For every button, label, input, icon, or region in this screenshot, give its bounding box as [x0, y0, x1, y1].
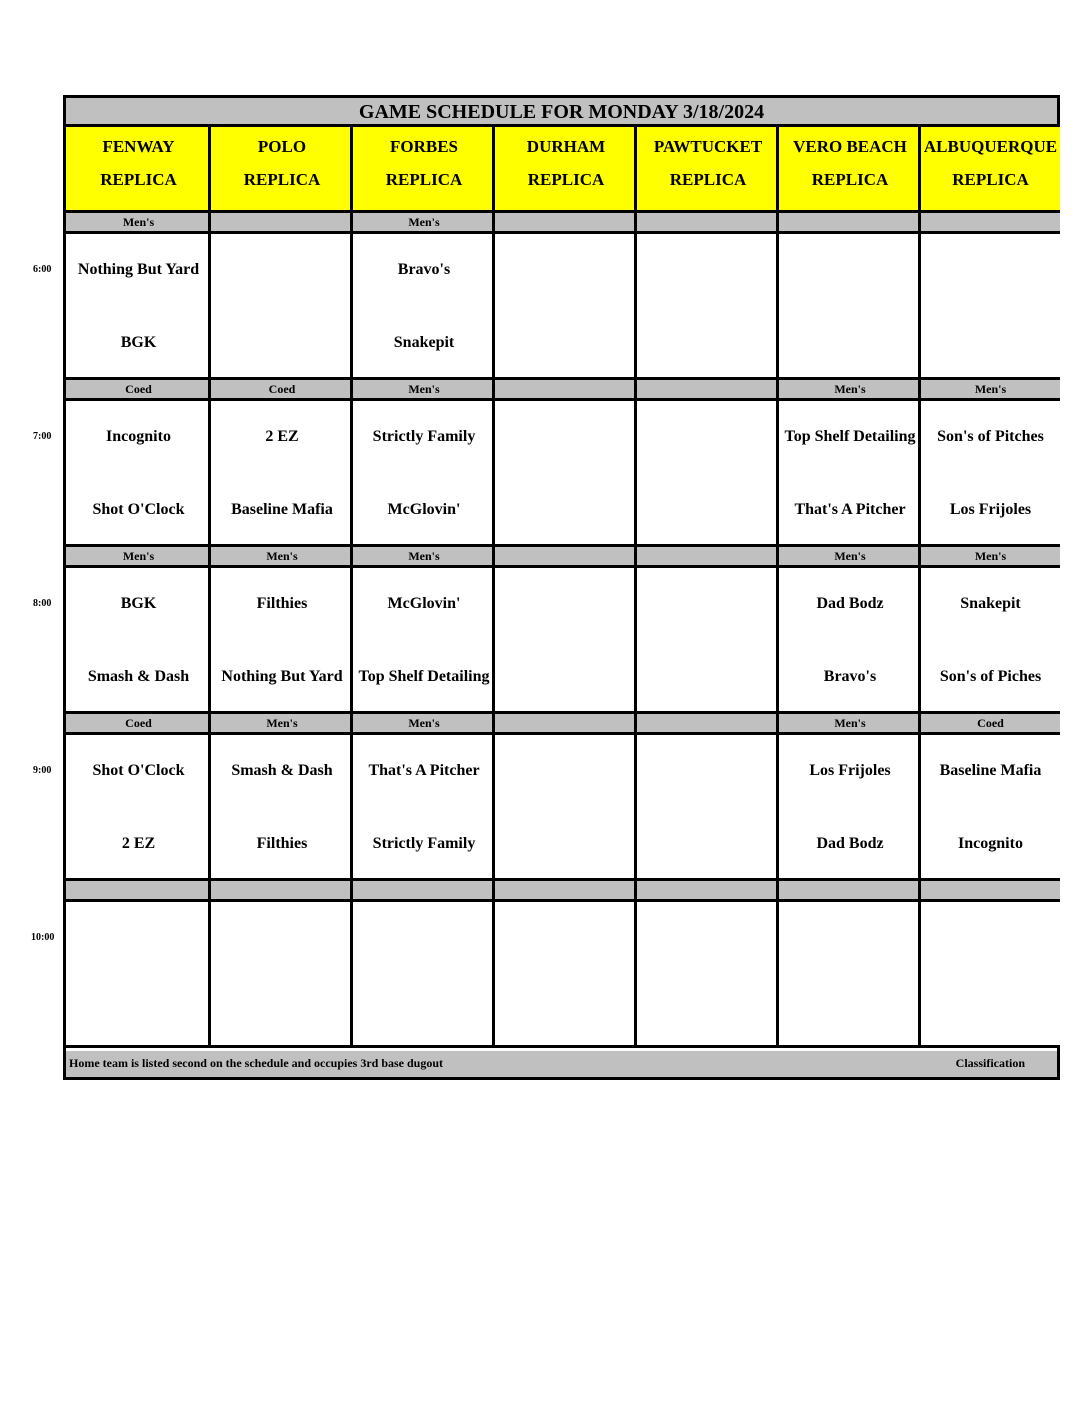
game-cell — [208, 902, 353, 1048]
visiting-team: Dad Bodz — [816, 594, 884, 612]
classification-cell: Men's — [208, 547, 353, 568]
game-cell — [634, 735, 779, 881]
classification-cell — [918, 881, 1060, 902]
game-cell — [66, 234, 211, 380]
classification-cell — [66, 881, 211, 902]
home-team: Top Shelf Detailing — [358, 667, 490, 685]
home-team — [495, 654, 637, 698]
schedule-title: GAME SCHEDULE FOR MONDAY 3/18/2024 — [66, 98, 1057, 127]
home-team: Son's of Piches — [939, 667, 1042, 685]
classification-cell — [634, 881, 779, 902]
game-cell — [208, 234, 353, 380]
game-cell — [350, 902, 495, 1048]
visiting-team — [921, 915, 1060, 959]
visiting-team: Los Frijoles — [809, 761, 891, 779]
visiting-team — [211, 915, 353, 959]
home-team — [211, 320, 353, 364]
classification-cell — [776, 881, 921, 902]
home-team: That's A Pitcher — [794, 500, 906, 518]
time-slot-label: 6:00 — [33, 264, 52, 275]
game-cell — [492, 735, 637, 881]
home-team — [637, 320, 779, 364]
field-header — [918, 127, 1060, 213]
field-type: REPLICA — [669, 170, 747, 189]
classification-cell — [634, 547, 779, 568]
classification-cell: Men's — [208, 714, 353, 735]
visiting-team: Baseline Mafia — [939, 761, 1042, 779]
visiting-team — [637, 247, 779, 291]
field-header — [66, 127, 211, 213]
home-team — [495, 988, 637, 1032]
visiting-team: BGK — [120, 594, 157, 612]
visiting-team: Top Shelf Detailing — [784, 427, 916, 445]
home-team — [637, 487, 779, 531]
visiting-team: Nothing But Yard — [77, 260, 200, 278]
home-team — [495, 821, 637, 865]
home-team: BGK — [120, 333, 157, 351]
visiting-team — [495, 748, 637, 792]
game-cell — [350, 234, 495, 380]
game-cell — [66, 568, 211, 714]
visiting-team: Snakepit — [960, 594, 1021, 612]
home-team — [779, 988, 921, 1032]
classification-cell — [492, 380, 637, 401]
visiting-team: 2 EZ — [265, 427, 299, 445]
classification-cell: Coed — [66, 714, 211, 735]
classification-cell: Men's — [350, 547, 495, 568]
home-team: Strictly Family — [372, 834, 476, 852]
visiting-team — [921, 247, 1060, 291]
game-cell — [776, 735, 921, 881]
home-team — [211, 988, 353, 1032]
home-team: Smash & Dash — [87, 667, 190, 685]
field-name: POLO — [257, 137, 307, 156]
home-team: Baseline Mafia — [231, 500, 333, 518]
home-team: Incognito — [958, 834, 1023, 852]
visiting-team: Smash & Dash — [231, 761, 333, 779]
classification-cell — [492, 881, 637, 902]
field-name: PAWTUCKET — [653, 137, 763, 156]
game-cell — [776, 234, 921, 380]
game-cell — [918, 735, 1060, 881]
visiting-team — [495, 247, 637, 291]
game-cell — [492, 234, 637, 380]
visiting-team — [495, 414, 637, 458]
game-cell — [208, 401, 353, 547]
classification-cell: Men's — [918, 547, 1060, 568]
visiting-team: Strictly Family — [372, 427, 476, 445]
visiting-team: Bravo's — [397, 260, 451, 278]
home-team: Los Frijoles — [949, 500, 1032, 518]
field-name: DURHAM — [526, 137, 606, 156]
classification-cell: Men's — [350, 213, 495, 234]
field-name: ALBUQUERQUE — [923, 137, 1058, 156]
visiting-team — [637, 748, 779, 792]
field-header — [350, 127, 495, 213]
visiting-team — [211, 247, 353, 291]
game-cell — [776, 568, 921, 714]
classification-cell: Men's — [350, 380, 495, 401]
classification-cell — [918, 213, 1060, 234]
home-team — [495, 487, 637, 531]
field-header — [492, 127, 637, 213]
game-cell — [776, 401, 921, 547]
game-cell — [918, 401, 1060, 547]
classification-cell — [634, 714, 779, 735]
classification-cell — [208, 881, 353, 902]
game-cell — [634, 902, 779, 1048]
field-type: REPLICA — [385, 170, 463, 189]
home-team: Dad Bodz — [816, 834, 884, 852]
visiting-team — [495, 581, 637, 625]
game-cell — [776, 902, 921, 1048]
game-cell — [350, 735, 495, 881]
home-team — [637, 821, 779, 865]
field-type: REPLICA — [100, 170, 177, 189]
game-cell — [492, 568, 637, 714]
home-team: 2 EZ — [121, 834, 156, 852]
field-name: FORBES — [389, 137, 459, 156]
time-slot-label: 10:00 — [31, 932, 55, 943]
classification-cell — [634, 213, 779, 234]
home-team — [921, 320, 1060, 364]
home-team: Nothing But Yard — [221, 667, 343, 685]
time-slot-label: 9:00 — [33, 765, 52, 776]
classification-cell: Coed — [918, 714, 1060, 735]
classification-cell — [634, 380, 779, 401]
game-cell — [634, 568, 779, 714]
home-team — [637, 988, 779, 1032]
home-team — [66, 988, 211, 1032]
field-header — [776, 127, 921, 213]
home-team: Snakepit — [393, 333, 455, 351]
game-cell — [492, 902, 637, 1048]
classification-cell — [492, 547, 637, 568]
home-team-note: Home team is listed second on the schedule and occupies 3rd base dugout — [69, 1056, 444, 1070]
game-cell — [208, 735, 353, 881]
home-team: McGlovin' — [387, 500, 461, 518]
game-cell — [634, 234, 779, 380]
game-cell — [634, 401, 779, 547]
visiting-team: Incognito — [106, 427, 171, 445]
visiting-team: McGlovin' — [387, 594, 461, 612]
visiting-team: Shot O'Clock — [92, 761, 185, 779]
classification-cell: Men's — [776, 380, 921, 401]
visiting-team — [779, 915, 921, 959]
classification-cell: Men's — [350, 714, 495, 735]
classification-cell — [208, 213, 353, 234]
home-team — [353, 988, 495, 1032]
game-cell — [918, 234, 1060, 380]
home-team — [637, 654, 779, 698]
field-type: REPLICA — [243, 170, 321, 189]
game-cell — [492, 401, 637, 547]
classification-cell: Men's — [66, 213, 211, 234]
game-cell — [66, 902, 211, 1048]
home-team — [779, 320, 921, 364]
schedule-footer — [66, 1051, 1057, 1077]
visiting-team — [495, 915, 637, 959]
home-team — [921, 988, 1060, 1032]
game-cell — [66, 401, 211, 547]
time-slot-label: 7:00 — [33, 431, 52, 442]
classification-cell — [492, 714, 637, 735]
visiting-team — [637, 581, 779, 625]
classification-cell: Men's — [776, 547, 921, 568]
game-cell — [66, 735, 211, 881]
field-type: REPLICA — [527, 170, 605, 189]
home-team: Shot O'Clock — [92, 500, 185, 518]
classification-cell — [350, 881, 495, 902]
classification-label: Classification — [955, 1056, 1025, 1070]
visiting-team — [779, 247, 921, 291]
home-team — [495, 320, 637, 364]
field-type: REPLICA — [952, 170, 1029, 189]
game-cell — [918, 902, 1060, 1048]
field-header — [208, 127, 353, 213]
classification-cell: Men's — [66, 547, 211, 568]
visiting-team — [637, 414, 779, 458]
schedule-sheet — [63, 95, 1060, 1080]
home-team: Filthies — [256, 834, 308, 852]
game-cell — [918, 568, 1060, 714]
game-cell — [350, 401, 495, 547]
game-cell — [208, 568, 353, 714]
visiting-team — [353, 915, 495, 959]
time-slot-label: 8:00 — [33, 598, 52, 609]
classification-cell: Coed — [66, 380, 211, 401]
classification-cell: Coed — [208, 380, 353, 401]
field-name: FENWAY — [102, 137, 175, 156]
classification-cell — [776, 213, 921, 234]
classification-cell — [492, 213, 637, 234]
game-cell — [350, 568, 495, 714]
classification-cell: Men's — [918, 380, 1060, 401]
visiting-team — [637, 915, 779, 959]
home-team: Bravo's — [823, 667, 877, 685]
field-name: VERO BEACH — [793, 137, 907, 156]
field-header — [634, 127, 779, 213]
classification-cell: Men's — [776, 714, 921, 735]
field-type: REPLICA — [811, 170, 889, 189]
visiting-team: Filthies — [256, 594, 308, 612]
visiting-team: That's A Pitcher — [368, 761, 480, 779]
visiting-team: Son's of Pitches — [937, 427, 1044, 445]
